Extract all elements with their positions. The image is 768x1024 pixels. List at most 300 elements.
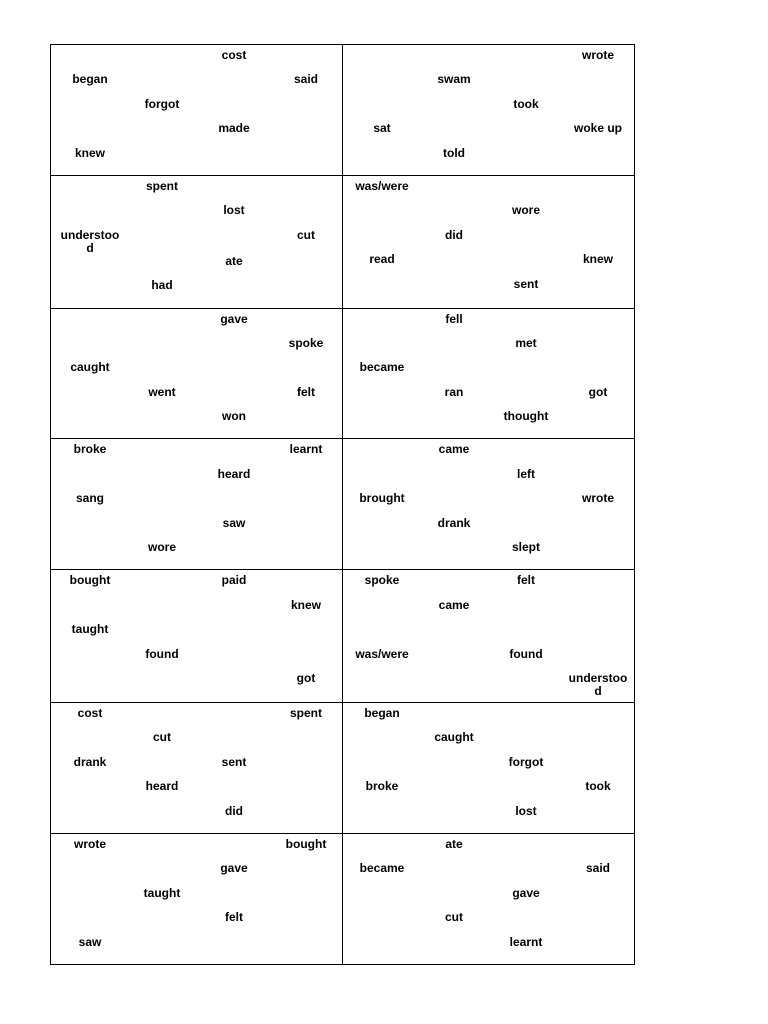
verb-card bbox=[343, 308, 635, 439]
word-slot bbox=[490, 756, 562, 780]
word-slot bbox=[418, 911, 490, 935]
word-slot bbox=[198, 648, 270, 672]
verb-word: knew bbox=[582, 252, 613, 267]
word-slot bbox=[346, 911, 418, 935]
word-slot bbox=[198, 386, 270, 410]
word-slot bbox=[490, 541, 562, 565]
word-slot bbox=[126, 541, 198, 565]
word-slot bbox=[198, 410, 270, 434]
word-slot bbox=[562, 541, 634, 565]
verb-card bbox=[51, 702, 343, 833]
word-slot bbox=[126, 805, 198, 829]
word-slot bbox=[54, 204, 126, 228]
verb-word: lost bbox=[223, 203, 245, 218]
word-slot bbox=[562, 707, 634, 731]
verb-word: cost bbox=[77, 705, 103, 720]
word-slot bbox=[54, 756, 126, 780]
word-slot bbox=[198, 574, 270, 598]
word-slot bbox=[270, 541, 342, 565]
word-slot bbox=[346, 386, 418, 410]
word-slot bbox=[418, 936, 490, 960]
word-slot bbox=[346, 468, 418, 492]
verb-word: became bbox=[359, 861, 405, 876]
word-slot bbox=[198, 805, 270, 829]
word-slot bbox=[270, 574, 342, 598]
word-slot bbox=[418, 623, 490, 647]
verb-card bbox=[343, 833, 635, 964]
word-slot bbox=[562, 623, 634, 647]
word-slot bbox=[418, 756, 490, 780]
verb-card bbox=[51, 175, 343, 308]
word-slot bbox=[270, 911, 342, 935]
word-slot bbox=[54, 599, 126, 623]
verb-word: sang bbox=[75, 491, 104, 506]
word-slot bbox=[126, 707, 198, 731]
word-slot bbox=[54, 410, 126, 434]
word-slot bbox=[126, 780, 198, 804]
word-slot bbox=[418, 49, 490, 73]
word-slot bbox=[126, 492, 198, 516]
word-slot bbox=[490, 838, 562, 862]
word-slot bbox=[54, 443, 126, 467]
verb-word: fell bbox=[445, 311, 463, 326]
word-slot bbox=[126, 911, 198, 935]
word-slot bbox=[562, 443, 634, 467]
word-slot bbox=[126, 279, 198, 303]
word-slot bbox=[54, 229, 126, 255]
word-slot bbox=[418, 541, 490, 565]
verb-word: found bbox=[145, 646, 179, 661]
word-slot bbox=[418, 468, 490, 492]
verb-word: caught bbox=[70, 360, 110, 375]
word-slot bbox=[346, 756, 418, 780]
word-slot bbox=[562, 278, 634, 302]
word-slot bbox=[490, 278, 562, 302]
word-slot bbox=[490, 180, 562, 204]
word-slot bbox=[346, 147, 418, 171]
table-row bbox=[51, 45, 635, 176]
word-slot bbox=[270, 122, 342, 146]
verb-word: ate bbox=[225, 253, 243, 268]
verb-card bbox=[51, 570, 343, 703]
word-slot bbox=[418, 648, 490, 672]
word-slot bbox=[54, 517, 126, 541]
verb-word: took bbox=[513, 96, 539, 111]
verb-word: slept bbox=[511, 540, 540, 555]
word-slot bbox=[346, 648, 418, 672]
word-slot bbox=[562, 599, 634, 623]
word-slot bbox=[346, 361, 418, 385]
word-slot bbox=[198, 313, 270, 337]
word-slot bbox=[270, 180, 342, 204]
table-row bbox=[51, 702, 635, 833]
word-slot bbox=[490, 517, 562, 541]
verb-word: felt bbox=[225, 910, 243, 925]
word-slot bbox=[346, 122, 418, 146]
verb-word: said bbox=[585, 861, 610, 876]
word-slot bbox=[418, 278, 490, 302]
word-slot bbox=[562, 73, 634, 97]
word-slot bbox=[490, 98, 562, 122]
verb-word: wrote bbox=[581, 48, 614, 62]
word-grid bbox=[343, 176, 634, 306]
word-slot bbox=[126, 862, 198, 886]
word-slot bbox=[270, 517, 342, 541]
word-slot bbox=[54, 887, 126, 911]
word-slot bbox=[490, 707, 562, 731]
word-slot bbox=[562, 361, 634, 385]
word-slot bbox=[346, 672, 418, 698]
verb-card bbox=[51, 308, 343, 439]
word-grid bbox=[343, 570, 634, 702]
word-slot bbox=[54, 386, 126, 410]
word-slot bbox=[418, 122, 490, 146]
word-slot bbox=[418, 517, 490, 541]
word-slot bbox=[270, 468, 342, 492]
verb-word: began bbox=[72, 72, 108, 87]
word-slot bbox=[126, 443, 198, 467]
word-slot bbox=[562, 180, 634, 204]
word-slot bbox=[126, 936, 198, 960]
word-slot bbox=[270, 862, 342, 886]
word-slot bbox=[54, 279, 126, 303]
word-slot bbox=[562, 313, 634, 337]
word-slot bbox=[270, 49, 342, 73]
verb-word: sent bbox=[513, 276, 539, 291]
verb-word: was/were bbox=[355, 178, 409, 193]
verb-word: ran bbox=[444, 384, 464, 399]
word-slot bbox=[270, 805, 342, 829]
verb-word: was/were bbox=[355, 646, 409, 661]
word-slot bbox=[270, 204, 342, 228]
word-slot bbox=[562, 98, 634, 122]
word-slot bbox=[418, 386, 490, 410]
word-slot bbox=[54, 492, 126, 516]
word-slot bbox=[562, 122, 634, 146]
word-grid bbox=[51, 45, 342, 175]
word-slot bbox=[346, 517, 418, 541]
word-slot bbox=[562, 862, 634, 886]
word-slot bbox=[346, 278, 418, 302]
word-slot bbox=[270, 98, 342, 122]
word-slot bbox=[54, 911, 126, 935]
verb-word: thought bbox=[503, 409, 549, 424]
word-slot bbox=[490, 229, 562, 253]
verb-word: wore bbox=[147, 540, 176, 555]
word-slot bbox=[126, 468, 198, 492]
word-slot bbox=[346, 731, 418, 755]
word-grid bbox=[51, 834, 342, 964]
word-slot bbox=[198, 541, 270, 565]
verb-word: brought bbox=[359, 491, 405, 506]
verb-word: broke bbox=[73, 442, 107, 457]
verb-word: did bbox=[225, 803, 243, 818]
word-slot bbox=[346, 180, 418, 204]
verb-word: felt bbox=[297, 384, 315, 399]
word-slot bbox=[270, 731, 342, 755]
word-slot bbox=[198, 98, 270, 122]
word-slot bbox=[198, 599, 270, 623]
word-slot bbox=[270, 255, 342, 279]
word-slot bbox=[198, 443, 270, 467]
word-slot bbox=[198, 122, 270, 146]
word-slot bbox=[270, 73, 342, 97]
word-slot bbox=[198, 204, 270, 228]
table-row bbox=[51, 308, 635, 439]
verb-word: cut bbox=[297, 227, 315, 242]
verb-word: told bbox=[443, 145, 465, 160]
word-slot bbox=[126, 623, 198, 647]
verb-card-table bbox=[50, 44, 635, 965]
verb-word: met bbox=[515, 335, 537, 350]
word-slot bbox=[198, 49, 270, 73]
word-slot bbox=[346, 862, 418, 886]
verb-word: learnt bbox=[289, 442, 323, 457]
word-slot bbox=[54, 313, 126, 337]
verb-word: paid bbox=[221, 573, 247, 588]
word-slot bbox=[490, 253, 562, 277]
verb-card bbox=[51, 45, 343, 176]
word-slot bbox=[270, 672, 342, 696]
word-slot bbox=[562, 731, 634, 755]
word-slot bbox=[490, 410, 562, 434]
table-row bbox=[51, 175, 635, 308]
word-grid bbox=[51, 439, 342, 569]
verb-word: came bbox=[438, 597, 470, 612]
word-slot bbox=[418, 229, 490, 253]
verb-card bbox=[51, 833, 343, 964]
word-slot bbox=[198, 229, 270, 255]
verb-word: cut bbox=[153, 730, 171, 745]
word-slot bbox=[198, 623, 270, 647]
word-slot bbox=[270, 443, 342, 467]
word-slot bbox=[126, 672, 198, 696]
verb-card bbox=[343, 439, 635, 570]
word-slot bbox=[126, 147, 198, 171]
word-slot bbox=[54, 731, 126, 755]
word-slot bbox=[562, 229, 634, 253]
word-slot bbox=[54, 147, 126, 171]
word-slot bbox=[54, 337, 126, 361]
verb-card bbox=[343, 702, 635, 833]
word-slot bbox=[54, 805, 126, 829]
verb-word: ate bbox=[445, 836, 463, 851]
word-slot bbox=[54, 122, 126, 146]
word-slot bbox=[490, 731, 562, 755]
word-slot bbox=[346, 253, 418, 277]
word-slot bbox=[198, 780, 270, 804]
word-slot bbox=[418, 337, 490, 361]
word-slot bbox=[490, 936, 562, 960]
verb-word: said bbox=[293, 72, 318, 87]
word-slot bbox=[346, 887, 418, 911]
verb-word: gave bbox=[512, 885, 540, 900]
verb-word: understood bbox=[568, 670, 628, 698]
word-slot bbox=[562, 410, 634, 434]
word-slot bbox=[418, 98, 490, 122]
verb-word: knew bbox=[290, 597, 321, 612]
verb-word: drank bbox=[73, 754, 107, 769]
word-slot bbox=[270, 780, 342, 804]
verb-word: went bbox=[148, 384, 176, 399]
word-slot bbox=[270, 936, 342, 960]
word-slot bbox=[270, 756, 342, 780]
word-slot bbox=[418, 887, 490, 911]
word-slot bbox=[418, 492, 490, 516]
word-slot bbox=[346, 623, 418, 647]
word-slot bbox=[198, 517, 270, 541]
word-slot bbox=[270, 229, 342, 255]
word-slot bbox=[198, 887, 270, 911]
word-grid bbox=[343, 45, 634, 175]
word-slot bbox=[198, 279, 270, 303]
word-slot bbox=[562, 204, 634, 228]
word-slot bbox=[270, 386, 342, 410]
word-slot bbox=[490, 122, 562, 146]
word-slot bbox=[270, 147, 342, 171]
verb-word: got bbox=[588, 384, 608, 399]
word-slot bbox=[490, 492, 562, 516]
word-slot bbox=[54, 73, 126, 97]
verb-word: bought bbox=[69, 573, 111, 588]
word-slot bbox=[418, 73, 490, 97]
word-slot bbox=[562, 936, 634, 960]
word-slot bbox=[346, 410, 418, 434]
word-slot bbox=[346, 574, 418, 598]
word-slot bbox=[490, 49, 562, 73]
word-slot bbox=[126, 648, 198, 672]
word-slot bbox=[198, 361, 270, 385]
word-slot bbox=[198, 731, 270, 755]
word-slot bbox=[490, 623, 562, 647]
word-slot bbox=[270, 648, 342, 672]
word-slot bbox=[198, 756, 270, 780]
word-slot bbox=[126, 410, 198, 434]
verb-word: became bbox=[359, 360, 405, 375]
word-slot bbox=[490, 887, 562, 911]
word-slot bbox=[490, 361, 562, 385]
verb-word: spent bbox=[145, 178, 178, 193]
verb-word: spoke bbox=[288, 335, 324, 350]
word-slot bbox=[54, 541, 126, 565]
word-slot bbox=[418, 707, 490, 731]
word-slot bbox=[126, 73, 198, 97]
word-slot bbox=[54, 780, 126, 804]
word-slot bbox=[346, 780, 418, 804]
word-slot bbox=[418, 180, 490, 204]
verb-word: gave bbox=[220, 861, 248, 876]
word-slot bbox=[490, 337, 562, 361]
word-slot bbox=[126, 204, 198, 228]
verb-word: left bbox=[517, 466, 535, 481]
word-grid bbox=[51, 570, 342, 700]
word-slot bbox=[198, 147, 270, 171]
table-row bbox=[51, 833, 635, 964]
word-slot bbox=[346, 838, 418, 862]
word-slot bbox=[126, 887, 198, 911]
word-slot bbox=[126, 122, 198, 146]
word-slot bbox=[198, 468, 270, 492]
word-slot bbox=[198, 862, 270, 886]
word-slot bbox=[270, 599, 342, 623]
word-slot bbox=[346, 337, 418, 361]
word-slot bbox=[198, 911, 270, 935]
word-slot bbox=[490, 443, 562, 467]
verb-word: got bbox=[296, 670, 316, 685]
word-slot bbox=[126, 98, 198, 122]
word-slot bbox=[562, 517, 634, 541]
word-slot bbox=[198, 492, 270, 516]
word-slot bbox=[418, 410, 490, 434]
word-slot bbox=[490, 599, 562, 623]
verb-word: found bbox=[509, 646, 543, 661]
verb-word: taught bbox=[143, 885, 181, 900]
word-slot bbox=[126, 49, 198, 73]
word-slot bbox=[346, 936, 418, 960]
word-slot bbox=[418, 443, 490, 467]
word-slot bbox=[490, 648, 562, 672]
word-slot bbox=[54, 648, 126, 672]
verb-word: spent bbox=[289, 705, 322, 720]
word-slot bbox=[270, 361, 342, 385]
word-slot bbox=[562, 147, 634, 171]
word-slot bbox=[490, 204, 562, 228]
word-slot bbox=[418, 862, 490, 886]
word-slot bbox=[54, 862, 126, 886]
word-slot bbox=[270, 707, 342, 731]
word-slot bbox=[418, 731, 490, 755]
word-slot bbox=[346, 229, 418, 253]
word-slot bbox=[54, 468, 126, 492]
word-slot bbox=[54, 936, 126, 960]
word-slot bbox=[198, 707, 270, 731]
word-slot bbox=[562, 805, 634, 829]
verb-word: heard bbox=[217, 466, 251, 481]
word-grid bbox=[51, 703, 342, 833]
word-slot bbox=[126, 313, 198, 337]
word-slot bbox=[562, 49, 634, 73]
verb-word: saw bbox=[222, 515, 246, 530]
word-slot bbox=[346, 313, 418, 337]
verb-word: began bbox=[364, 705, 400, 720]
word-grid bbox=[343, 309, 634, 439]
word-slot bbox=[418, 253, 490, 277]
word-slot bbox=[346, 805, 418, 829]
word-slot bbox=[490, 574, 562, 598]
word-slot bbox=[418, 805, 490, 829]
verb-word: gave bbox=[220, 311, 248, 326]
word-slot bbox=[562, 887, 634, 911]
word-grid bbox=[343, 834, 634, 964]
word-slot bbox=[418, 574, 490, 598]
word-slot bbox=[418, 780, 490, 804]
word-slot bbox=[270, 337, 342, 361]
word-slot bbox=[418, 204, 490, 228]
word-slot bbox=[562, 253, 634, 277]
verb-word: read bbox=[369, 252, 395, 267]
word-slot bbox=[270, 279, 342, 303]
word-slot bbox=[490, 386, 562, 410]
word-slot bbox=[562, 672, 634, 698]
word-slot bbox=[346, 707, 418, 731]
verb-word: learnt bbox=[509, 934, 543, 949]
word-slot bbox=[562, 468, 634, 492]
verb-word: spoke bbox=[364, 573, 400, 588]
word-slot bbox=[346, 443, 418, 467]
word-slot bbox=[562, 911, 634, 935]
verb-word: came bbox=[438, 442, 470, 457]
verb-word: wrote bbox=[73, 836, 106, 851]
